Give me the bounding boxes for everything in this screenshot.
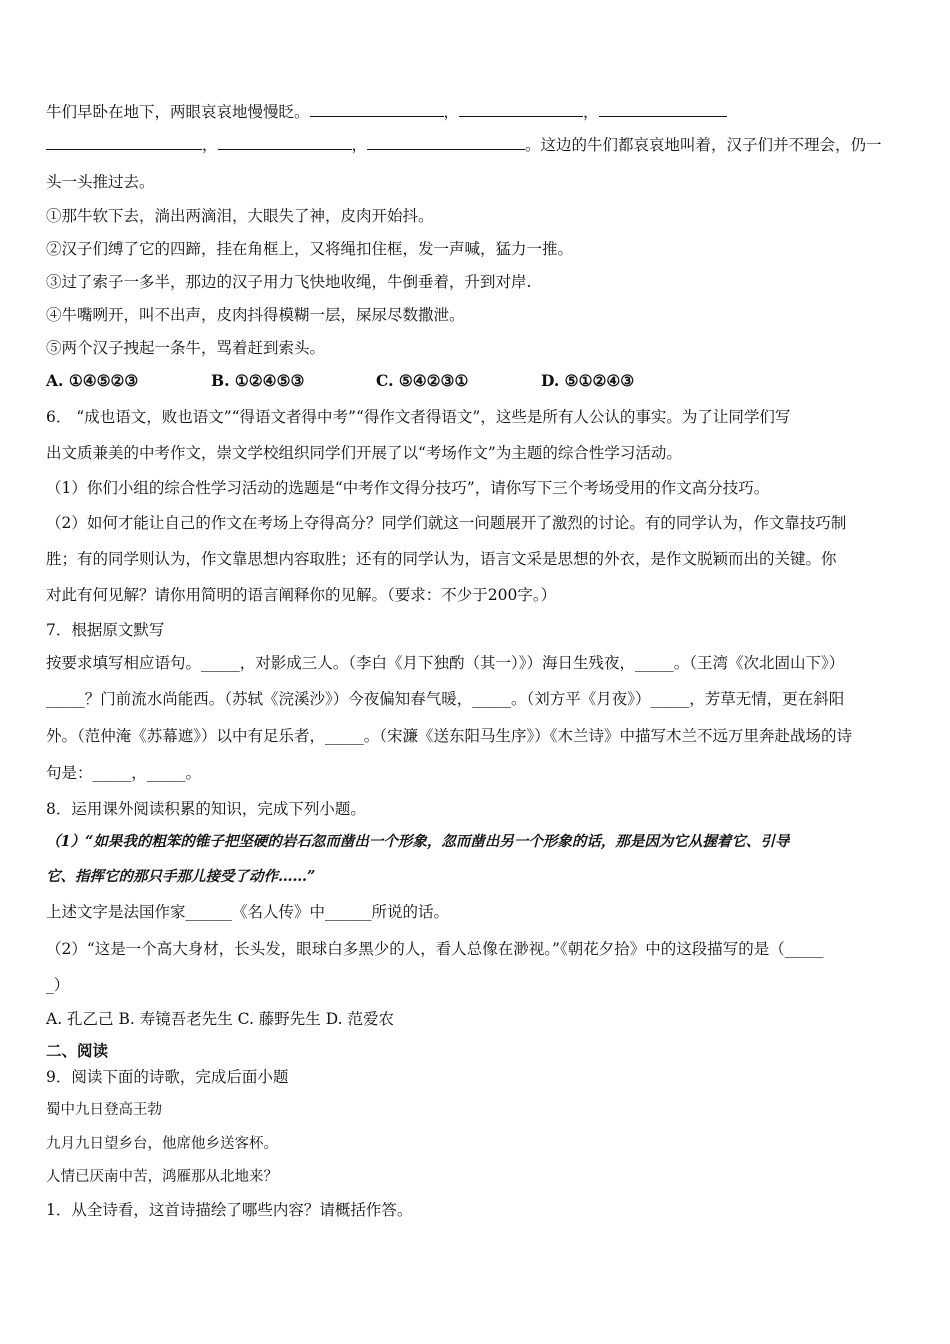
option-d[interactable]: D. ⑤①②④③: [541, 371, 635, 390]
q6-sub2-line-2: 胜；有的同学则认为，作文靠思想内容取胜；还有的同学认为，语言文采是思想的外衣，是作文脱颖而出的关键。你: [46, 550, 837, 568]
q6-sub1: （1）你们小组的综合性学习活动的选题是“中考作文得分技巧”，请你写下三个考场受用的作文高分技巧。: [46, 479, 770, 497]
q6-line-1: 6． “成也语文，败也语文”“得语文者得中考”“得作文者得语文”，这些是所有人公认的事实。为了让同学们写: [46, 408, 791, 426]
passage-line-3: 头一头推过去。: [46, 173, 155, 191]
q7-line-4: 句是：_____，_____。: [46, 764, 202, 782]
q6-sub2-line-3: 对此有何见解？请你用简明的语言阐释你的见解。（要求：不少于200字。）: [46, 586, 557, 604]
q9-sub1: 1．从全诗看，这首诗描绘了哪些内容？请概括作答。: [46, 1201, 413, 1219]
q8-sub2-line-2: _）: [46, 976, 70, 994]
answer-blank[interactable]: [367, 134, 525, 150]
q8-sub2-line-1: （2）“这是一个高大身材，长头发，眼球白多黑少的人，看人总像在渺视。”《朝花夕拾》中的这段描写的是（_____: [46, 940, 824, 958]
ordering-item-4: ④牛嘴咧开，叫不出声，皮肉抖得模糊一层，屎尿尽数撒泄。: [46, 306, 465, 324]
passage-text: 牛们早卧在地下，两眼哀哀地慢慢眨。: [46, 103, 310, 121]
ordering-item-3: ③过了索子一多半，那边的汉子用力飞快地收绳，牛倒垂着，升到对岸.: [46, 273, 532, 291]
q6-line-2: 出文质兼美的中考作文，崇文学校组织同学们开展了以“考场作文”为主题的综合性学习活动。: [46, 444, 682, 462]
answer-blank[interactable]: [218, 134, 352, 150]
q8-title: 8．运用课外阅读积累的知识，完成下列小题。: [46, 800, 366, 818]
poem-line-2: 人情已厌南中苦，鸿雁那从北地来？: [46, 1169, 278, 1185]
ordering-item-2: ②汉子们缚了它的四蹄，挂在角框上，又将绳扣住框，发一声喊，猛力一推。: [46, 240, 574, 258]
passage-line-1: 牛们早卧在地下，两眼哀哀地慢慢眨。 ， ，: [46, 101, 908, 123]
q7-line-3: 外。（范仲淹《苏幕遮》）以中有足乐者，_____。（宋濂《送东阳马生序》）《木兰诗》中描写木兰不远万里奔赴战场的诗: [46, 727, 853, 745]
q8-sub1-line-2: 它、指挥它的那只手那儿接受了动作……”: [46, 868, 316, 885]
q8-options: A. 孔乙己 B. 寿镜吾老先生 C. 藤野先生 D. 范爱农: [46, 1010, 394, 1028]
q7-line-2: _____？门前流水尚能西。（苏轼《浣溪沙》）今夜偏知春气暖，_____。（刘方平《月夜》）_____，芳草无情，更在斜阳: [46, 690, 845, 708]
answer-blank[interactable]: [46, 134, 202, 150]
passage-text: 。这边的牛们都哀哀地叫着，汉子们并不理会，仍一: [525, 136, 882, 154]
q7-line-1: 按要求填写相应语句。_____，对影成三人。（李白《月下独酌（其一）》）海日生残夜，_____。（王湾《次北固山下》）: [46, 654, 845, 672]
poem-title: 蜀中九日登高王勃: [46, 1102, 162, 1118]
q9-title: 9．阅读下面的诗歌，完成后面小题: [46, 1068, 289, 1086]
ordering-item-5: ⑤两个汉子拽起一条牛，骂着赶到索头。: [46, 339, 326, 357]
option-b[interactable]: B. ①②④⑤③: [211, 371, 305, 390]
option-c[interactable]: C. ⑤④②③①: [376, 371, 469, 390]
poem-line-1: 九月九日望乡台，他席他乡送客杯。: [46, 1136, 278, 1152]
q8-sub1-line-1: （1）“如果我的粗笨的锥子把坚硬的岩石忽而凿出一个形象，忽而凿出另一个形象的话，那是因为它从握着它、引导: [46, 833, 790, 850]
q7-title: 7．根据原文默写: [46, 621, 165, 639]
q6-sub2-line-1: （2）如何才能让自己的作文在考场上夺得高分？同学们就这一问题展开了激烈的讨论。有的同学认为，作文靠技巧制: [46, 514, 847, 532]
section-heading: 二、阅读: [46, 1041, 109, 1060]
q8-sub1-line-3: 上述文字是法国作家______《名人传》中______所说的话。: [46, 903, 450, 921]
option-a[interactable]: A. ①④⑤②③: [46, 371, 139, 390]
answer-blank[interactable]: [310, 101, 444, 117]
answer-blank[interactable]: [459, 101, 583, 117]
ordering-item-1: ①那牛软下去，淌出两滴泪，大眼失了神，皮肉开始抖。: [46, 207, 434, 225]
answer-blank[interactable]: [599, 101, 727, 117]
answer-options: [46, 370, 908, 392]
passage-line-2: ， ， 。这边的牛们都哀哀地叫着，汉子们并不理会，仍一: [46, 134, 908, 156]
